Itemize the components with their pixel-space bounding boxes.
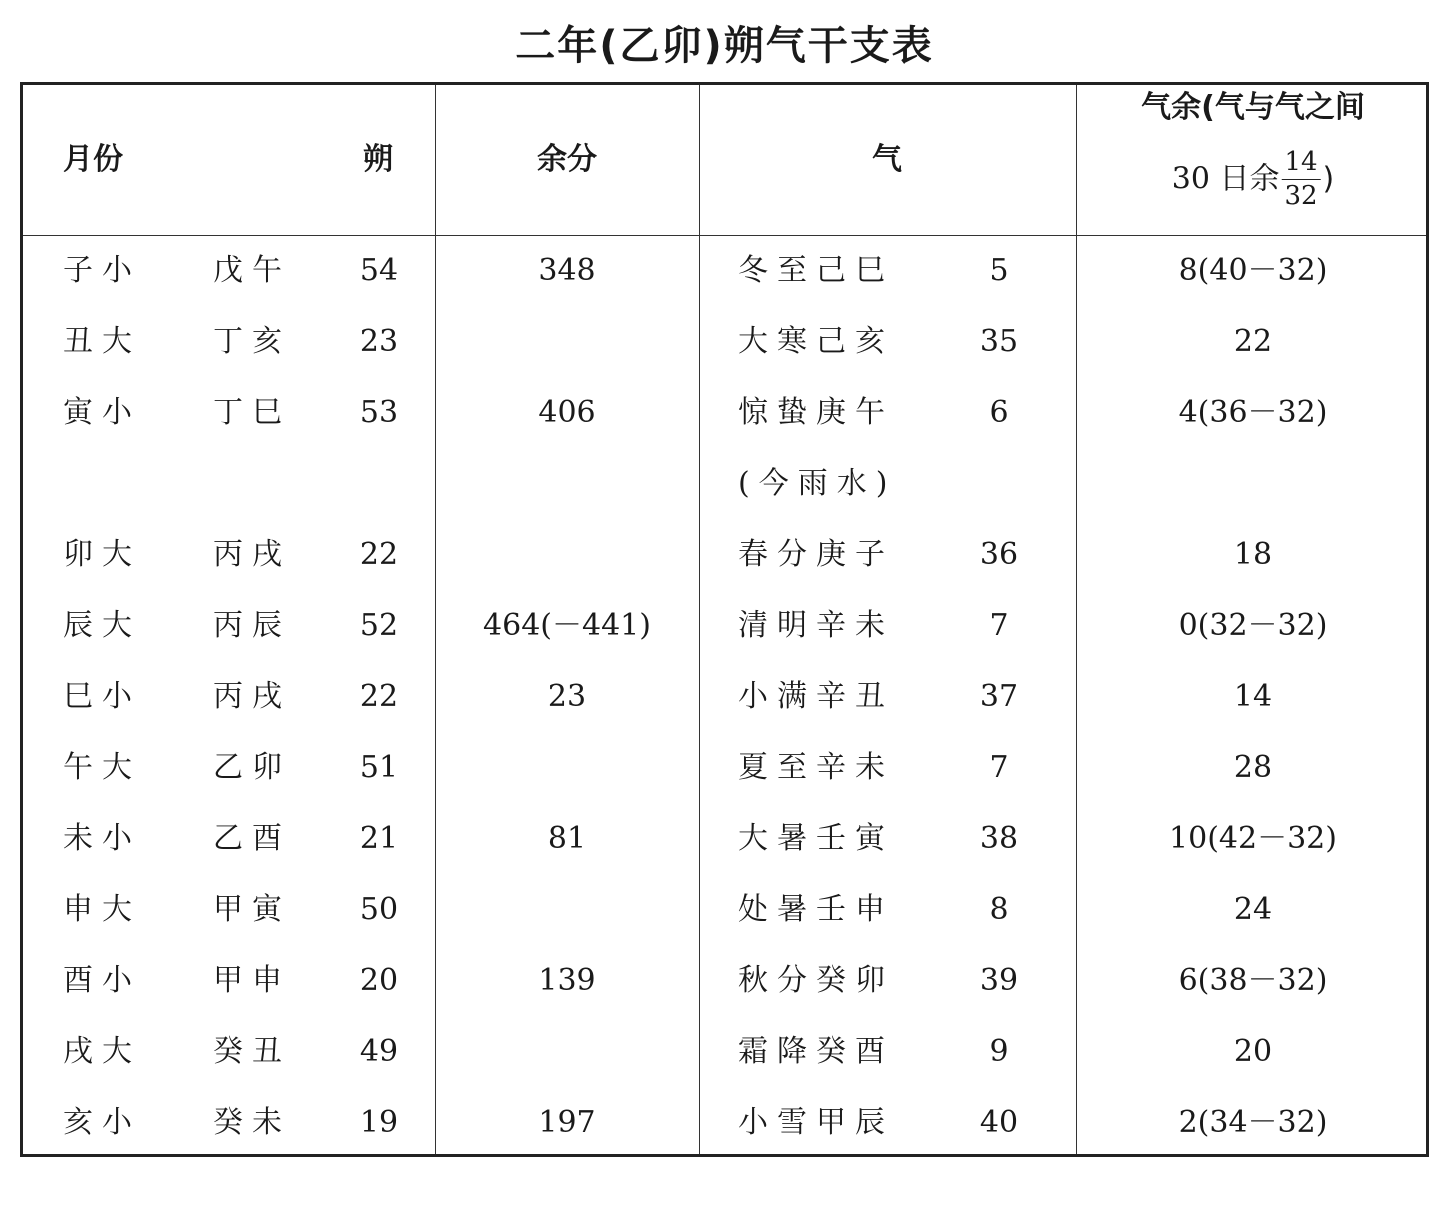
cell-yufen: 464(－441) [483,608,651,643]
cell-qiyu: 22 [1233,324,1273,359]
cell-qi: 秋分癸卯 [738,963,894,998]
cell-qiyu: 10(42－32) [1169,821,1337,856]
fraction-numerator: 14 [1281,149,1320,180]
cell-qi-number: 6 [989,395,1009,430]
cell-yufen: 23 [547,679,587,714]
cell-ganzhi: 丁亥 [213,324,291,359]
cell-shuo: 54 [359,253,399,288]
data-table [20,82,1429,1157]
cell-qi: 小雪甲辰 [738,1105,894,1140]
table-title: 二年(乙卯)朔气干支表 [515,23,934,69]
cell-qi: 霜降癸酉 [738,1034,894,1069]
cell-qi-number: 8 [989,892,1009,927]
header-qiyu-line2 [1172,149,1335,211]
cell-month: 子小 [63,253,141,288]
cell-qiyu: 24 [1233,892,1273,927]
cell-qiyu: 0(32－32) [1178,608,1328,643]
cell-qi-number: 39 [979,963,1019,998]
cell-ganzhi: 甲寅 [213,892,291,927]
cell-qi: 处暑壬申 [738,892,894,927]
cell-ganzhi: 甲申 [213,963,291,998]
cell-qiyu: 18 [1233,537,1273,572]
cell-yufen: 406 [538,395,596,430]
header-month: 月份 [63,142,123,177]
cell-qiyu: 28 [1233,750,1273,785]
cell-ganzhi: 癸未 [213,1105,291,1140]
cell-ganzhi: 丙戌 [213,679,291,714]
cell-shuo: 22 [359,679,399,714]
cell-shuo: 52 [359,608,399,643]
cell-ganzhi: 戊午 [213,253,291,288]
cell-shuo: 50 [359,892,399,927]
cell-shuo: 19 [359,1105,399,1140]
cell-month: 卯大 [63,537,141,572]
cell-qi-number: 9 [989,1034,1009,1069]
cell-qi: 大暑壬寅 [738,821,894,856]
cell-qi-number: 7 [989,750,1009,785]
cell-qiyu: 6(38－32) [1178,963,1328,998]
cell-qi-number: 5 [989,253,1009,288]
cell-shuo: 49 [359,1034,399,1069]
cell-qi: 惊蛰庚午 [738,395,894,430]
cell-yufen: 81 [547,821,587,856]
cell-ganzhi: 丙戌 [213,537,291,572]
cell-yufen: 139 [538,963,596,998]
cell-ganzhi: 丁巳 [213,395,291,430]
cell-month: 丑大 [63,324,141,359]
cell-month: 寅小 [63,395,141,430]
cell-qi: 清明辛未 [738,608,894,643]
cell-qi: 大寒己亥 [738,324,894,359]
fraction [1281,149,1320,211]
cell-qi-number: 36 [979,537,1019,572]
cell-month: 巳小 [63,679,141,714]
cell-month: 戌大 [63,1034,141,1069]
cell-qiyu: 8(40－32) [1178,253,1328,288]
cell-ganzhi: 乙酉 [213,821,291,856]
cell-qi: (今雨水) [738,466,897,501]
cell-shuo: 51 [359,750,399,785]
cell-month: 未小 [63,821,141,856]
cell-month: 酉小 [63,963,141,998]
cell-ganzhi: 癸丑 [213,1034,291,1069]
cell-month: 亥小 [63,1105,141,1140]
cell-qiyu: 4(36－32) [1178,395,1328,430]
cell-qi: 春分庚子 [738,537,894,572]
cell-ganzhi: 丙辰 [213,608,291,643]
cell-shuo: 22 [359,537,399,572]
column-divider [1076,85,1077,1154]
cell-qi-number: 35 [979,324,1019,359]
header-qiyu-line1: 气余(气与气之间 [1141,90,1365,125]
header-divider [23,235,1426,236]
header-qiyu-prefix: 30 日余 [1171,161,1280,197]
cell-yufen: 197 [538,1105,596,1140]
cell-month: 午大 [63,750,141,785]
cell-qiyu: 14 [1233,679,1273,714]
cell-month: 申大 [63,892,141,927]
cell-qi: 小满辛丑 [738,679,894,714]
cell-ganzhi: 乙卯 [213,750,291,785]
cell-shuo: 23 [359,324,399,359]
cell-yufen: 348 [538,253,596,288]
cell-month: 辰大 [63,608,141,643]
cell-shuo: 20 [359,963,399,998]
cell-qi-number: 37 [979,679,1019,714]
column-divider [699,85,700,1154]
fraction-denominator: 32 [1284,181,1318,212]
cell-shuo: 53 [359,395,399,430]
cell-shuo: 21 [359,821,399,856]
column-divider [435,85,436,1154]
cell-qiyu: 2(34－32) [1178,1105,1328,1140]
cell-qi-number: 38 [979,821,1019,856]
cell-qi: 夏至辛未 [738,750,894,785]
header-shuo: 朔 [363,142,393,177]
cell-qiyu: 20 [1233,1034,1273,1069]
header-qi: 气 [872,142,902,177]
header-qiyu-suffix: ) [1322,161,1335,197]
cell-qi-number: 40 [979,1105,1019,1140]
header-yufen: 余分 [537,142,597,177]
cell-qi-number: 7 [989,608,1009,643]
cell-qi: 冬至己巳 [738,253,894,288]
